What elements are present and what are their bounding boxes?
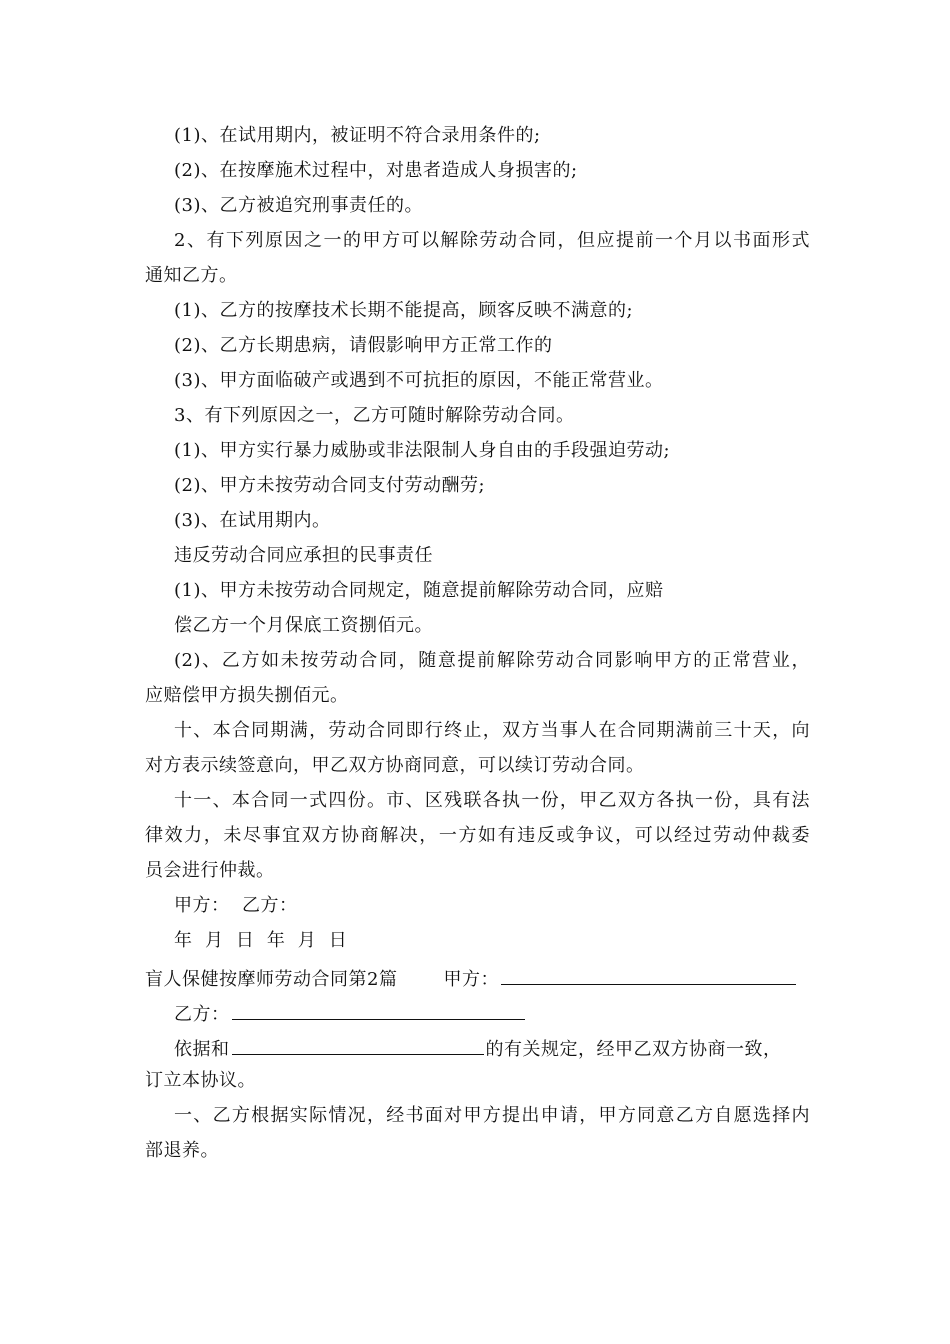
clause-1-1: (1)、在试用期内，被证明不符合录用条件的; [174,125,541,146]
article-11-line-3: 员会进行仲裁。 [145,860,275,881]
clause-2-line-2: 通知乙方。 [145,265,238,286]
basis-suffix: 的有关规定，经甲乙双方协商一致， [485,1039,782,1060]
basis-line-2: 订立本协议。 [145,1070,256,1091]
basis-prefix: 依据和 [174,1039,230,1060]
liability-heading: 违反劳动合同应承担的民事责任 [174,545,433,566]
clause-3: 3、有下列原因之一，乙方可随时解除劳动合同。 [174,405,575,426]
clause-1-2: (2)、在按摩施术过程中，对患者造成人身损害的; [174,160,578,181]
contract-body [145,118,810,1168]
clause-2-1: (1)、乙方的按摩技术长期不能提高，顾客反映不满意的; [174,300,634,321]
article-11-line-1: 十一、本合同一式四份。市、区残联各执一份，甲乙双方各执一份，具有法 [174,790,810,811]
party-b-blank [232,993,525,1020]
article-11-line-2: 律效力，未尽事宜双方协商解决，一方如有违反或争议，可以经过劳动仲裁委 [145,825,810,846]
article-10-line-2: 对方表示续签意向，甲乙双方协商同意，可以续订劳动合同。 [145,755,645,776]
basis-blank [232,1028,484,1055]
clause-1-3: (3)、乙方被追究刑事责任的。 [174,195,423,216]
clause-2-line-1: 2、有下列原因之一的甲方可以解除劳动合同，但应提前一个月以书面形式 [174,230,810,251]
article-1-line-1: 一、乙方根据实际情况，经书面对甲方提出申请，甲方同意乙方自愿选择内 [174,1105,810,1126]
basis-line [145,1028,810,1063]
party-b-label: 乙方： [174,1004,230,1025]
clause-2-2: (2)、乙方长期患病，请假影响甲方正常工作的 [174,335,553,356]
liability-2-line-1: (2)、乙方如未按劳动合同，随意提前解除劳动合同影响甲方的正常营业， [174,650,810,671]
liability-2-line-2: 应赔偿甲方损失捌佰元。 [145,685,349,706]
clause-3-1: (1)、甲方实行暴力威胁或非法限制人身自由的手段强迫劳动; [174,440,671,461]
clause-3-3: (3)、在试用期内。 [174,510,331,531]
signature-dates: 年 月 日 年 月 日 [174,930,348,951]
party-b-line [145,993,810,1028]
liability-1-line-1: (1)、甲方未按劳动合同规定，随意提前解除劳动合同，应赔 [174,580,664,601]
signature-parties: 甲方： 乙方： [174,895,298,916]
liability-1-line-2: 偿乙方一个月保底工资捌佰元。 [174,615,433,636]
clause-2-3: (3)、甲方面临破产或遇到不可抗拒的原因，不能正常营业。 [174,370,664,391]
clause-3-2: (2)、甲方未按劳动合同支付劳动酬劳; [174,475,486,496]
second-contract-title: 盲人保健按摩师劳动合同第2篇 [145,969,398,990]
second-contract-header [145,958,810,993]
party-a-label: 甲方： [443,969,499,990]
article-10-line-1: 十、本合同期满，劳动合同即行终止，双方当事人在合同期满前三十天，向 [174,720,810,741]
party-a-blank [501,958,796,985]
article-1-line-2: 部退养。 [145,1140,219,1161]
